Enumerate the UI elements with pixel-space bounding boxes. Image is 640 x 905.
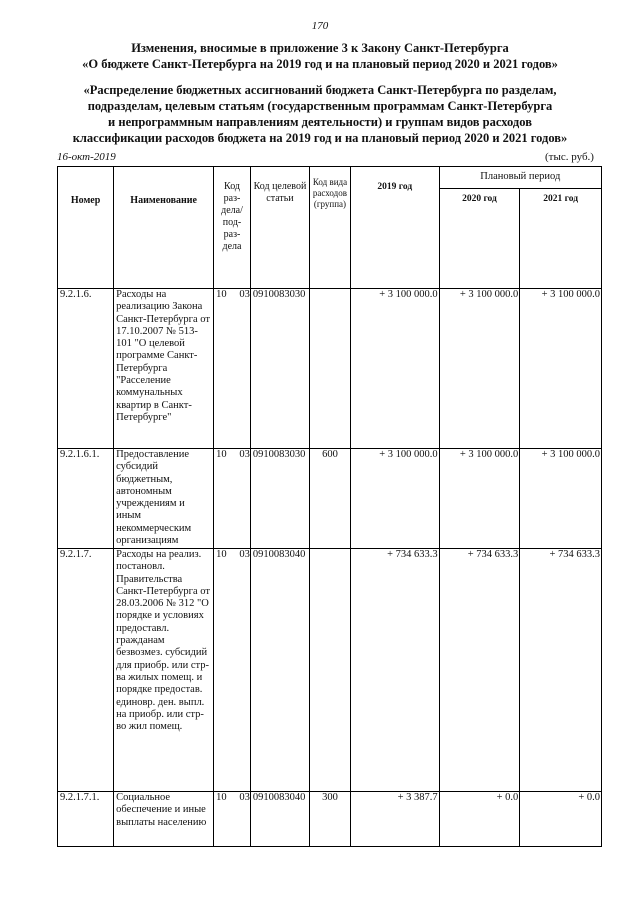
row-podrazdel: 03 [236, 289, 250, 449]
row-name: Социальное обеспечение и иные выплаты населению [114, 792, 214, 847]
row-name: Расходы на реализ. постановл. Правительства Санкт-Петербурга от 28.03.2006 № 312 "О порядке и условиях предоставл. гражданам безвозмез. субсидий для приобр. или стр-ва жилых помещ. и порядке предостав. единовр. ден. выпл. на приобр. или стр-во жил помещ. [114, 549, 214, 792]
row-2019: + 3 100 000.0 [350, 449, 439, 549]
row-podrazdel: 03 [236, 792, 250, 847]
row-2021: + 734 633.3 [520, 549, 602, 792]
document-title [0, 40, 640, 72]
header-number: Номер [58, 167, 114, 289]
row-2020: + 734 633.3 [439, 549, 520, 792]
row-number: 9.2.1.6.1. [58, 449, 114, 549]
header-2019: 2019 год [350, 167, 439, 289]
row-cs: 0910083040 [250, 792, 309, 847]
row-razdel: 10 [214, 792, 236, 847]
header-plan-period: Плановый период [439, 167, 601, 189]
subtitle-line: классификации расходов бюджета на 2019 год и на плановый период 2020 и 2021 годов» [72, 131, 568, 145]
subtitle-line: подразделам, целевым статьям (государственным программам Санкт-Петербурга [87, 99, 553, 113]
row-vr: 300 [310, 792, 351, 847]
table-row [58, 289, 602, 449]
header-2020: 2020 год [439, 189, 520, 289]
row-name: Расходы на реализацию Закона Санкт-Петербурга от 17.10.2007 № 513-101 "О целевой программе Санкт-Петербурга "Расселение коммунальных квартир в Санкт-Петербурге" [114, 289, 214, 449]
row-2019: + 3 100 000.0 [350, 289, 439, 449]
table-header [58, 167, 602, 289]
table-row [58, 449, 602, 549]
title-line: «О бюджете Санкт-Петербурга на 2019 год и на плановый период 2020 и 2021 годов» [82, 57, 558, 71]
row-2019: + 3 387.7 [350, 792, 439, 847]
unit-label: (тыс. руб.) [545, 151, 594, 163]
row-2021: + 0.0 [520, 792, 602, 847]
row-number: 9.2.1.7. [58, 549, 114, 792]
row-number: 9.2.1.7.1. [58, 792, 114, 847]
row-razdel: 10 [214, 549, 236, 792]
header-cs: Код целевой статьи [250, 167, 309, 289]
row-cs: 0910083040 [250, 549, 309, 792]
row-number: 9.2.1.6. [58, 289, 114, 449]
row-razdel: 10 [214, 449, 236, 549]
budget-table [57, 166, 602, 847]
table-row [58, 549, 602, 792]
document-date: 16-окт-2019 [57, 151, 116, 163]
header-name: Наименование [114, 167, 214, 289]
row-vr [310, 289, 351, 449]
row-vr [310, 549, 351, 792]
row-vr: 600 [310, 449, 351, 549]
row-2020: + 0.0 [439, 792, 520, 847]
row-podrazdel: 03 [236, 449, 250, 549]
row-2021: + 3 100 000.0 [520, 289, 602, 449]
title-line: Изменения, вносимые в приложение 3 к Закону Санкт-Петербурга [131, 41, 509, 55]
header-vr: Код вида расходов (группа) [310, 167, 351, 289]
row-2019: + 734 633.3 [350, 549, 439, 792]
row-razdel: 10 [214, 289, 236, 449]
row-2021: + 3 100 000.0 [520, 449, 602, 549]
page-number: 170 [311, 20, 329, 32]
row-cs: 0910083030 [250, 289, 309, 449]
table-row [58, 792, 602, 847]
row-cs: 0910083030 [250, 449, 309, 549]
row-2020: + 3 100 000.0 [439, 449, 520, 549]
document-subtitle [0, 82, 640, 146]
header-2021: 2021 год [520, 189, 602, 289]
subtitle-line: и непрограммным направлениям деятельности) и группам видов расходов [108, 115, 532, 129]
subtitle-line: «Распределение бюджетных ассигнований бюджета Санкт-Петербурга по разделам, [83, 83, 557, 97]
row-podrazdel: 03 [236, 549, 250, 792]
row-2020: + 3 100 000.0 [439, 289, 520, 449]
row-name: Предоставление субсидий бюджетным, автономным учреждениям и иным некоммерческим организациям [114, 449, 214, 549]
header-razdel: Код раз-дела/ под-раз-дела [214, 167, 251, 289]
